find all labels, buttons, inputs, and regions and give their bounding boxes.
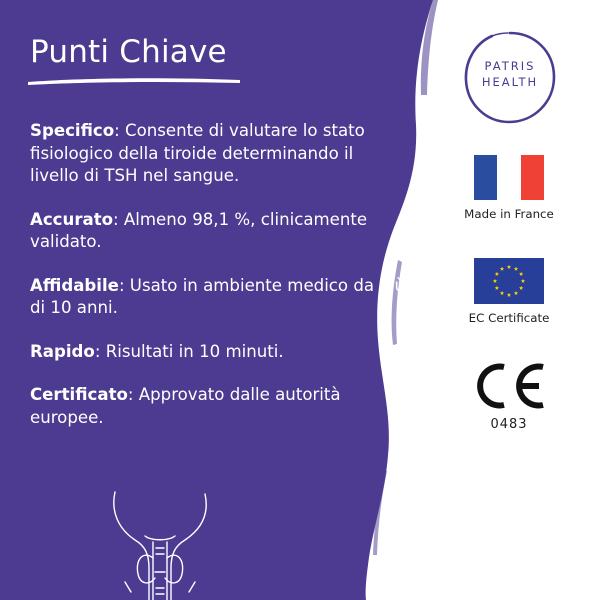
logo-wordmark	[462, 58, 558, 90]
ce-notified-body-number: 0483	[490, 417, 528, 432]
ce-mark-icon	[473, 362, 545, 410]
logo-line-1: PATRIS	[484, 59, 536, 73]
page-title: Punti Chiave	[30, 34, 227, 70]
logo-line-2: HEALTH	[481, 75, 539, 89]
france-flag-icon	[474, 155, 544, 200]
thyroid-icon	[105, 488, 215, 600]
key-point-certificato	[30, 384, 405, 429]
key-point-text: : Almeno 98,1 %, clinicamente validato.	[30, 209, 368, 251]
key-point-text: : Usato in ambiente medico da più di 10 anni.	[30, 275, 405, 317]
key-point-affidabile	[30, 275, 405, 320]
key-point-text: : Risultati in 10 minuti.	[94, 341, 284, 361]
key-point-text: : Consente di valutare lo stato fisiologico della tiroide determinando il livello di TSH nel sangue.	[30, 121, 365, 185]
key-point-specifico	[30, 120, 405, 188]
key-point-label: Accurato	[30, 209, 114, 229]
key-point-label: Rapido	[30, 341, 95, 361]
key-point-text: : Approvato dalle autorità europee.	[30, 385, 341, 427]
ec-certificate-label: EC Certificate	[468, 311, 550, 325]
key-point-label: Affidabile	[30, 275, 119, 295]
key-point-rapido	[30, 341, 405, 364]
key-point-accurato	[30, 209, 405, 254]
eu-flag-icon	[474, 258, 544, 304]
key-point-label: Specifico	[30, 121, 115, 140]
key-point-label: Certificato	[30, 385, 128, 404]
key-points-list	[30, 120, 405, 450]
made-in-france-label: Made in France	[464, 207, 554, 221]
